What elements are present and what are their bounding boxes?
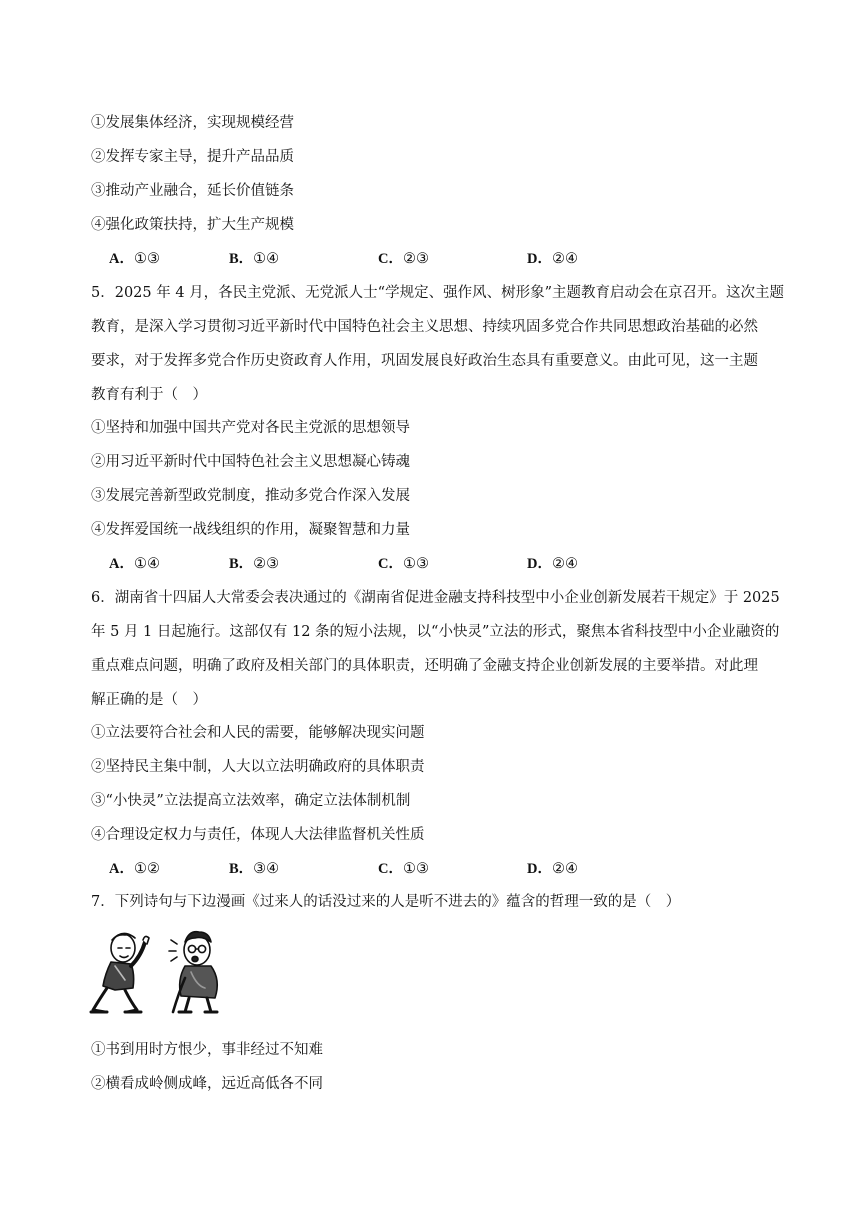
q7-item-1: ①书到用时方恨少，事非经过不知难 — [91, 1042, 323, 1058]
cartoon-figure-left — [91, 933, 149, 1012]
q4-item-2: ②发挥专家主导，提升产品品质 — [91, 149, 294, 165]
q5-stem-line-1: 5．2025 年 4 月，各民主党派、无党派人士“学规定、强作风、树形象”主题教育启动会在京召开。这次主题 — [91, 285, 785, 301]
q5-option-b: B．②③ — [229, 556, 280, 572]
q5-option-c: C．①③ — [378, 556, 429, 572]
cartoon-figure-right — [169, 932, 217, 1012]
q5-item-1: ①坚持和加强中国共产党对各民主党派的思想领导 — [91, 420, 410, 436]
q5-item-2: ②用习近平新时代中国特色社会主义思想凝心铸魂 — [91, 454, 410, 470]
q7-item-2: ②横看成岭侧成峰，远近高低各不同 — [91, 1076, 323, 1092]
q6-option-c: C．①③ — [378, 861, 429, 877]
q4-item-4: ④强化政策扶持，扩大生产规模 — [91, 217, 294, 233]
q4-option-d: D．②④ — [527, 251, 578, 267]
q5-item-4: ④发挥爱国统一战线组织的作用，凝聚智慧和力量 — [91, 522, 410, 538]
q4-item-3: ③推动产业融合，延长价值链条 — [91, 183, 294, 199]
q4-option-a: A．①③ — [109, 251, 160, 267]
q6-stem-line-4: 解正确的是（ ） — [91, 692, 207, 708]
q4-item-1: ①发展集体经济，实现规模经营 — [91, 115, 294, 131]
q5-stem-line-4: 教育有利于（ ） — [91, 387, 207, 403]
q5-stem-line-3: 要求，对于发挥多党合作历史资政育人作用，巩固发展良好政治生态具有重要意义。由此可见，这一主题 — [91, 353, 758, 369]
q6-option-a: A．①② — [109, 861, 160, 877]
q5-option-a: A．①④ — [109, 556, 160, 572]
q6-item-2: ②坚持民主集中制，人大以立法明确政府的具体职责 — [91, 759, 425, 775]
q4-option-b: B．①④ — [229, 251, 280, 267]
q6-item-1: ①立法要符合社会和人民的需要，能够解决现实问题 — [91, 725, 425, 741]
cartoon-image — [85, 926, 235, 1018]
q7-stem: 7．下列诗句与下边漫画《过来人的话没过来的人是听不进去的》蕴含的哲理一致的是（ ） — [91, 894, 681, 910]
q6-stem-line-1: 6．湖南省十四届人大常委会表决通过的《湖南省促进金融支持科技型中小企业创新发展若干规定》于 2025 — [91, 590, 780, 606]
q6-item-3: ③“小快灵”立法提高立法效率，确定立法体制机制 — [91, 793, 411, 809]
q4-option-c: C．②③ — [378, 251, 429, 267]
q6-stem-line-3: 重点难点问题，明确了政府及相关部门的具体职责，还明确了金融支持企业创新发展的主要举措。对此理 — [91, 658, 758, 674]
q5-item-3: ③发展完善新型政党制度，推动多党合作深入发展 — [91, 488, 410, 504]
q5-option-d: D．②④ — [527, 556, 578, 572]
q5-stem-line-2: 教育，是深入学习贯彻习近平新时代中国特色社会主义思想、持续巩固多党合作共同思想政治基础的必然 — [91, 319, 758, 335]
q6-item-4: ④合理设定权力与责任，体现人大法律监督机关性质 — [91, 827, 425, 843]
q6-option-b: B．③④ — [229, 861, 280, 877]
q6-stem-line-2: 年 5 月 1 日起施行。这部仅有 12 条的短小法规，以“小快灵”立法的形式，聚焦本省科技型中小企业融资的 — [91, 624, 780, 640]
q6-option-d: D．②④ — [527, 861, 578, 877]
